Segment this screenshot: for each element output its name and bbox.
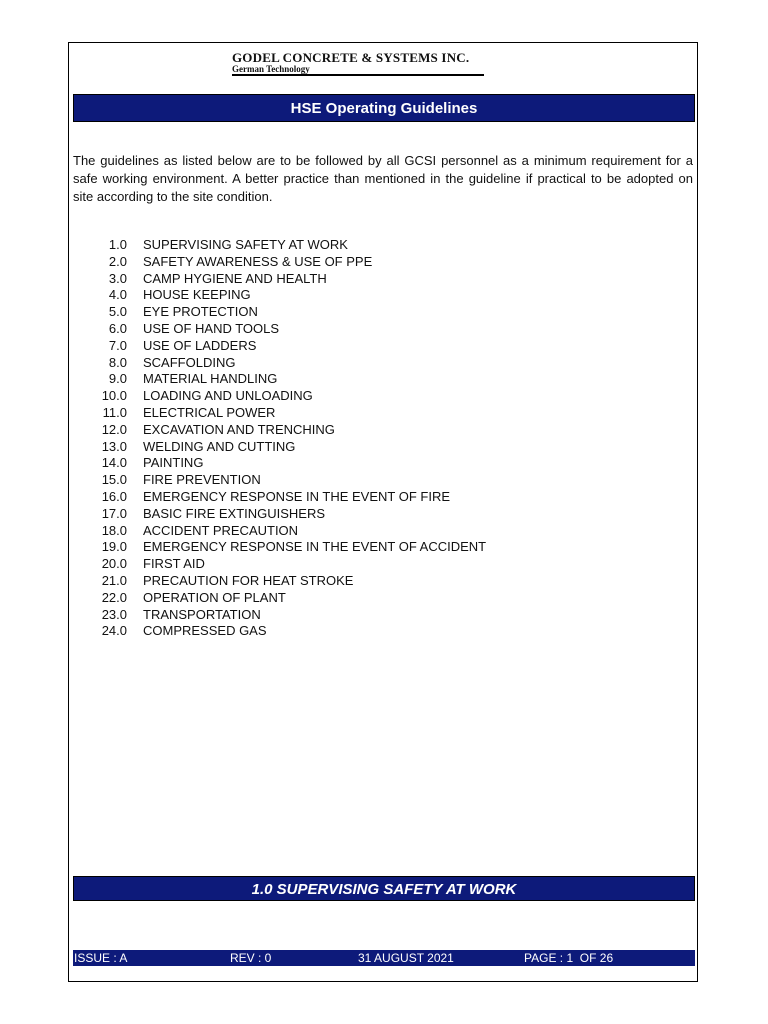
footer-page-number: PAGE : 1 OF 26 bbox=[524, 951, 614, 965]
guideline-item bbox=[86, 623, 486, 640]
guideline-title: COMPRESSED GAS bbox=[143, 623, 267, 639]
guideline-title: PRECAUTION FOR HEAT STROKE bbox=[143, 572, 354, 588]
guideline-item bbox=[86, 556, 486, 573]
guideline-title: ACCIDENT PRECAUTION bbox=[143, 522, 299, 538]
guideline-item bbox=[86, 304, 486, 321]
guideline-title: BASIC FIRE EXTINGUISHERS bbox=[143, 505, 326, 521]
guideline-title: EXCAVATION AND TRENCHING bbox=[143, 421, 335, 437]
footer-revision: REV : 0 bbox=[230, 951, 272, 965]
guideline-item bbox=[86, 287, 486, 304]
guideline-title: SCAFFOLDING bbox=[143, 354, 236, 370]
guideline-item bbox=[86, 271, 486, 288]
guideline-number: 6.0 bbox=[108, 320, 127, 336]
company-logo bbox=[232, 50, 469, 74]
footer-date: 31 AUGUST 2021 bbox=[358, 951, 454, 965]
guideline-number: 12.0 bbox=[101, 421, 127, 437]
guideline-title: EMERGENCY RESPONSE IN THE EVENT OF ACCIDENT bbox=[143, 539, 487, 555]
guideline-item bbox=[86, 455, 486, 472]
guideline-item bbox=[86, 607, 486, 624]
guideline-item bbox=[86, 523, 486, 540]
section-heading-bar: 1.0 SUPERVISING SAFETY AT WORK bbox=[73, 876, 695, 901]
guideline-item bbox=[86, 489, 486, 506]
guideline-title: HOUSE KEEPING bbox=[143, 287, 251, 303]
guideline-title: PAINTING bbox=[143, 455, 204, 471]
guideline-title: SUPERVISING SAFETY AT WORK bbox=[143, 237, 348, 252]
guideline-item bbox=[86, 405, 486, 422]
company-name: GODEL CONCRETE & SYSTEMS INC. bbox=[232, 50, 470, 65]
guideline-number: 14.0 bbox=[101, 455, 127, 471]
guideline-number: 19.0 bbox=[101, 539, 127, 555]
guideline-item bbox=[86, 506, 486, 523]
guideline-number: 18.0 bbox=[101, 522, 127, 538]
guideline-number: 21.0 bbox=[101, 572, 127, 588]
guideline-number: 20.0 bbox=[101, 556, 127, 572]
guideline-item bbox=[86, 254, 486, 271]
guideline-title: USE OF HAND TOOLS bbox=[143, 320, 280, 336]
guideline-title: USE OF LADDERS bbox=[143, 337, 257, 353]
guideline-item bbox=[86, 355, 486, 372]
guideline-title: FIRE PREVENTION bbox=[143, 472, 261, 488]
guideline-list bbox=[86, 237, 486, 640]
guideline-number: 11.0 bbox=[102, 404, 127, 420]
guideline-number: 5.0 bbox=[108, 304, 127, 320]
guideline-number: 8.0 bbox=[108, 354, 127, 370]
guideline-number: 4.0 bbox=[108, 287, 127, 303]
guideline-number: 24.0 bbox=[101, 623, 127, 639]
guideline-title: WELDING AND CUTTING bbox=[143, 438, 296, 454]
guideline-item bbox=[86, 472, 486, 489]
guideline-title: MATERIAL HANDLING bbox=[143, 371, 278, 387]
guideline-number: 23.0 bbox=[101, 606, 127, 622]
guideline-number: 16.0 bbox=[101, 488, 127, 504]
document-title-bar: HSE Operating Guidelines bbox=[73, 94, 695, 122]
guideline-number: 2.0 bbox=[108, 253, 127, 269]
guideline-title: SAFETY AWARENESS & USE OF PPE bbox=[143, 253, 373, 269]
guideline-item bbox=[86, 237, 486, 254]
guideline-title: TRANSPORTATION bbox=[143, 606, 261, 622]
guideline-title: LOADING AND UNLOADING bbox=[143, 388, 313, 404]
guideline-number: 3.0 bbox=[108, 270, 127, 286]
guideline-title: ELECTRICAL POWER bbox=[143, 404, 276, 420]
guideline-item bbox=[86, 321, 486, 338]
guideline-number: 13.0 bbox=[101, 438, 127, 454]
guideline-number: 10.0 bbox=[101, 388, 127, 404]
intro-paragraph: The guidelines as listed below are to be followed by all GCSI personnel as a minimum requirement for a safe working environment. A better practice than mentioned in the guideline if practical to be adopted on site according to the site condition. bbox=[73, 153, 693, 204]
guideline-title: EYE PROTECTION bbox=[143, 304, 258, 320]
guideline-item bbox=[86, 388, 486, 405]
guideline-item bbox=[86, 590, 486, 607]
guideline-item bbox=[86, 573, 486, 590]
guideline-item bbox=[86, 371, 486, 388]
guideline-number: 22.0 bbox=[101, 589, 127, 605]
logo-underline bbox=[232, 74, 484, 76]
guideline-title: CAMP HYGIENE AND HEALTH bbox=[143, 270, 327, 286]
guideline-number: 7.0 bbox=[108, 337, 127, 353]
footer-issue: ISSUE : A bbox=[74, 951, 128, 965]
guideline-title: EMERGENCY RESPONSE IN THE EVENT OF FIRE bbox=[143, 488, 451, 504]
guideline-number: 15.0 bbox=[101, 472, 127, 488]
guideline-number: 1.0 bbox=[108, 237, 127, 252]
guideline-number: 9.0 bbox=[108, 371, 127, 387]
guideline-number: 17.0 bbox=[101, 505, 127, 521]
guideline-item bbox=[86, 338, 486, 355]
guideline-item bbox=[86, 439, 486, 456]
company-tagline: German Technology bbox=[232, 64, 310, 74]
footer-bar bbox=[73, 950, 695, 966]
guideline-item bbox=[86, 539, 486, 556]
guideline-title: OPERATION OF PLANT bbox=[143, 589, 286, 605]
guideline-item bbox=[86, 422, 486, 439]
guideline-title: FIRST AID bbox=[143, 556, 205, 572]
